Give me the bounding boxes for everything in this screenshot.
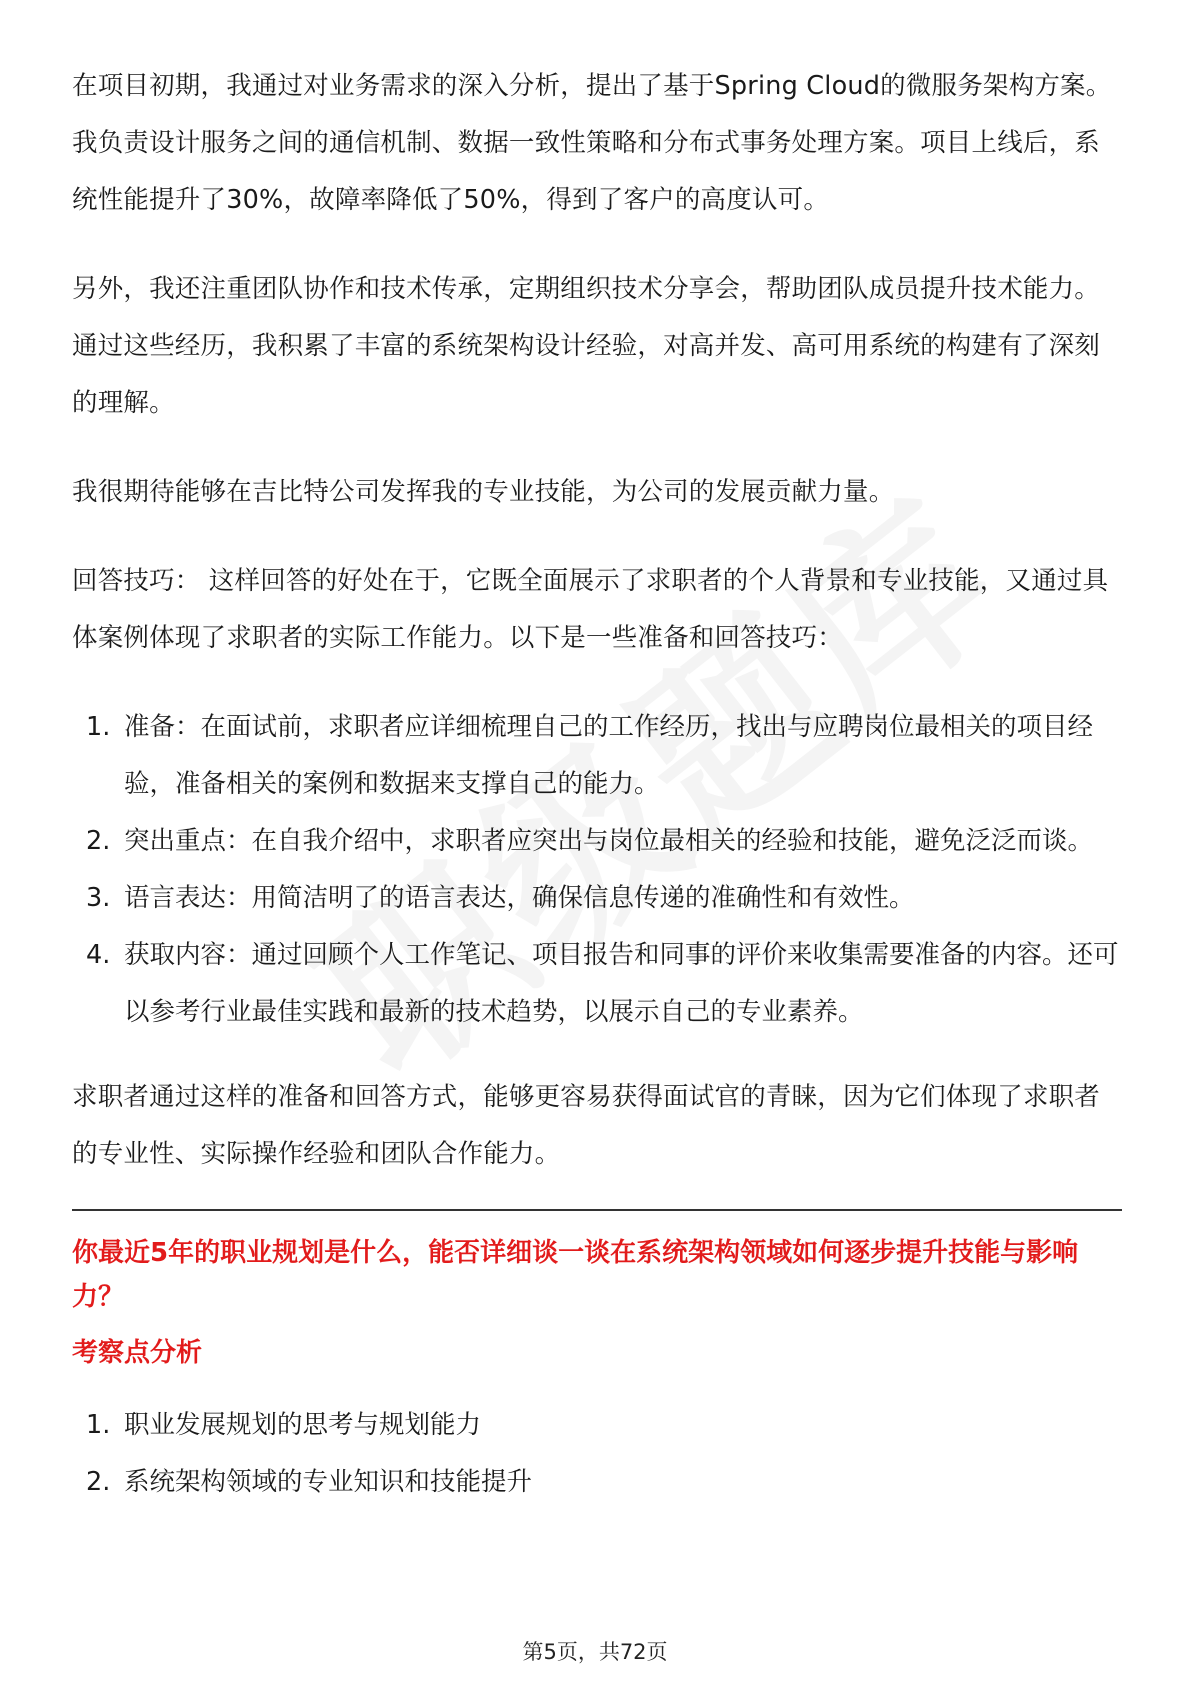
list-item-text: 准备：在面试前，求职者应详细梳理自己的工作经历，找出与应聘岗位最相关的项目经验，准备相关的案例和数据来支撑自己的能力。 <box>124 712 1094 799</box>
list-number: 2. <box>86 826 111 856</box>
paragraph-project: 在项目初期，我通过对业务需求的深入分析，提出了基于Spring Cloud的微服务架构方案。我负责设计服务之间的通信机制、数据一致性策略和分布式事务处理方案。项目上线后，系统性能提升了30%，故障率降低了50%，得到了客户的高度认可。 <box>72 71 1112 215</box>
list-item <box>72 870 1122 927</box>
list-number: 1. <box>86 1410 111 1440</box>
question-title: 你最近5年的职业规划是什么，能否详细谈一谈在系统架构领域如何逐步提升技能与影响力？ <box>72 1238 1079 1312</box>
list-item <box>72 1397 1122 1454</box>
paragraph-answer-tips: 回答技巧： 这样回答的好处在于，它既全面展示了求职者的个人背景和专业技能，又通过具体案例体现了求职者的实际工作能力。以下是一些准备和回答技巧： <box>72 566 1109 653</box>
list-item-text: 职业发展规划的思考与规划能力 <box>124 1410 482 1440</box>
list-item-text: 获取内容：通过回顾个人工作笔记、项目报告和同事的评价来收集需要准备的内容。还可以参考行业最佳实践和最新的技术趋势，以展示自己的专业素养。 <box>124 940 1119 1027</box>
analysis-heading: 考察点分析 <box>72 1338 203 1368</box>
paragraph-closing: 求职者通过这样的准备和回答方式，能够更容易获得面试官的青睐，因为它们体现了求职者的专业性、实际操作经验和团队合作能力。 <box>72 1082 1101 1169</box>
list-item <box>72 927 1122 1041</box>
list-number: 3. <box>86 883 111 913</box>
paragraph-teamwork: 另外，我还注重团队协作和技术传承，定期组织技术分享会，帮助团队成员提升技术能力。通过这些经历，我积累了丰富的系统架构设计经验，对高并发、高可用系统的构建有了深刻的理解。 <box>72 274 1101 418</box>
list-number: 1. <box>86 712 111 742</box>
list-number: 4. <box>86 940 111 970</box>
paragraph-expectation: 我很期待能够在吉比特公司发挥我的专业技能，为公司的发展贡献力量。 <box>72 477 895 507</box>
list-item-text: 突出重点：在自我介绍中，求职者应突出与岗位最相关的经验和技能，避免泛泛而谈。 <box>124 826 1094 856</box>
tips-list <box>72 699 1122 1041</box>
list-number: 2. <box>86 1467 111 1497</box>
list-item <box>72 813 1122 870</box>
section-divider <box>72 1209 1122 1211</box>
page-footer: 第5页，共72页 <box>522 1640 668 1664</box>
analysis-points-list <box>72 1397 1122 1511</box>
document-content <box>72 58 1122 1511</box>
list-item <box>72 699 1122 813</box>
list-item <box>72 1454 1122 1511</box>
list-item-text: 系统架构领域的专业知识和技能提升 <box>124 1467 533 1497</box>
list-item-text: 语言表达：用简洁明了的语言表达，确保信息传递的准确性和有效性。 <box>124 883 915 913</box>
